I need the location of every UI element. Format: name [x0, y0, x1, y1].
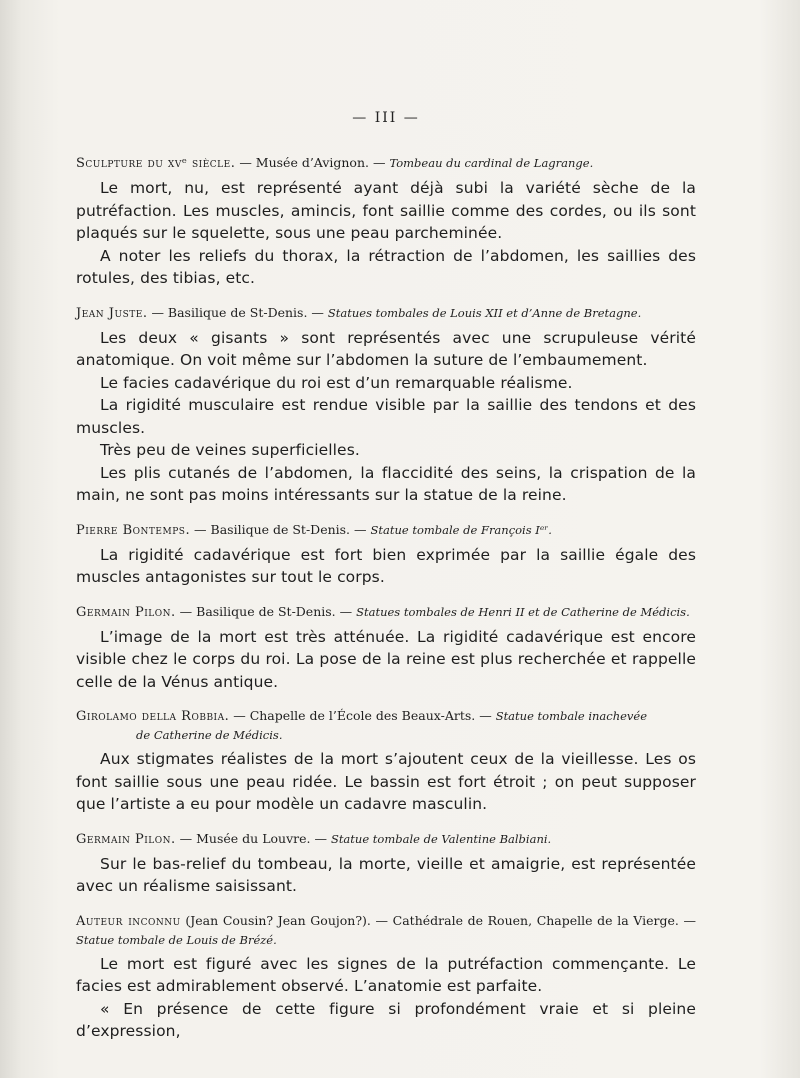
entry-work: Statue tombale de François Iᵉʳ. — [370, 522, 552, 537]
entry-work: Statues tombales de Henri II et de Catherine de Médicis. — [356, 604, 690, 619]
catalogue-entry — [76, 603, 696, 694]
entry-paragraph: Le facies cadavérique du roi est d’un remarquable réalisme. — [100, 373, 573, 392]
entry-place: (Jean Cousin? Jean Goujon?). — Cathédrale de Rouen, Chapelle de la Vierge. — — [180, 912, 697, 928]
entry-author: Sculpture du xvᵉ siècle. — [76, 156, 236, 171]
entry-place: — Musée du Louvre. — — [175, 830, 331, 846]
entry-author: Girolamo della Robbia. — [76, 709, 230, 724]
entry-paragraph: Le mort, nu, est représenté ayant déjà subi la variété sèche de la putréfaction. Les muscles, amincis, font saillie comme des cordes, ou ils sont plaqués sur le squelette, sous une peau parcheminée. — [76, 179, 696, 242]
entry-heading — [76, 830, 696, 849]
entry-heading — [76, 707, 696, 744]
entry-work: Statue tombale inachevée — [495, 709, 648, 723]
entry-paragraph: « En présence de cette figure si profondément vraie et si pleine d’expression, — [76, 999, 696, 1040]
entry-place: — Basilique de St-Denis. — — [175, 603, 357, 619]
entry-place: — Chapelle de l’École des Beaux-Arts. — — [229, 708, 496, 723]
catalogue-entry — [76, 304, 696, 507]
entry-work: Statue tombale de Valentine Balbiani. — [330, 831, 552, 846]
catalogue-entry — [76, 154, 696, 290]
entry-author: Jean Juste. — [76, 305, 148, 321]
entry-author: Auteur inconnu — [76, 913, 181, 929]
entry-work: Statues tombales de Louis XII et d’Anne de Bretagne. — [327, 305, 642, 320]
entry-place: — Musée d’Avignon. — — [235, 155, 390, 170]
entry-author: Germain Pilon. — [76, 604, 176, 620]
page-folio: — III — — [352, 110, 420, 126]
entry-paragraph: Sur le bas-relief du tombeau, la morte, vieille et amaigrie, est représentée avec un réalisme saisissant. — [76, 854, 696, 895]
entry-paragraph: La rigidité cadavérique est fort bien exprimée par la saillie égale des muscles antagonistes sur tout le corps. — [76, 545, 696, 586]
entry-paragraph: Le mort est figuré avec les signes de la putréfaction commençante. Le facies est admirablement observé. L’anatomie est parfaite. — [76, 954, 696, 995]
entry-paragraph: Très peu de veines superficielles. — [100, 441, 360, 459]
entry-heading — [76, 154, 696, 173]
entry-place: — Basilique de St-Denis. — — [147, 304, 328, 320]
entry-paragraph: A noter les reliefs du thorax, la rétraction de l’abdomen, les saillies des rotules, des tibias, etc. — [76, 246, 696, 287]
entry-heading — [76, 912, 696, 949]
catalogue-entry — [76, 707, 696, 816]
catalogue-entry — [76, 830, 696, 898]
entry-heading — [76, 521, 696, 540]
entry-paragraph: Les plis cutanés de l’abdomen, la flaccidité des seins, la crispation de la main, ne sont pas moins intéressants sur la statue de la reine. — [76, 463, 696, 504]
entry-paragraph: Les deux « gisants » sont représentés avec une scrupuleuse vérité anatomique. On voit même sur l’abdomen la suture de l’embaumement. — [76, 328, 696, 369]
page-content — [76, 110, 696, 1057]
entry-paragraph: La rigidité musculaire est rendue visible par la saillie des tendons et des muscles. — [76, 396, 696, 437]
catalogue-entry — [76, 912, 696, 1043]
entry-author: Pierre Bontemps. — [76, 522, 191, 538]
entry-work: Tombeau du cardinal de Lagrange. — [389, 156, 594, 170]
entry-paragraph: Aux stigmates réalistes de la mort s’ajoutent ceux de la vieillesse. Les os font saillie sous une peau ridée. Le bassin est fort étroit ; on peut supposer que l’artiste a eu pour modèle un cadavre masculin. — [76, 750, 696, 813]
catalogue-entry — [76, 521, 696, 589]
entry-work: Statue tombale de Louis de Brézé. — [76, 932, 277, 947]
entry-author: Germain Pilon. — [76, 831, 176, 847]
entry-heading — [76, 304, 696, 323]
entry-paragraph: L’image de la mort est très atténuée. La rigidité cadavérique est encore visible chez le corps du roi. La pose de la reine est plus recherchée et rappelle celle de la Vénus antique. — [76, 627, 696, 691]
entry-place: — Basilique de St-Denis. — — [190, 521, 371, 537]
entry-work-continuation: de Catherine de Médicis. — [136, 728, 283, 742]
entry-heading — [76, 603, 696, 622]
